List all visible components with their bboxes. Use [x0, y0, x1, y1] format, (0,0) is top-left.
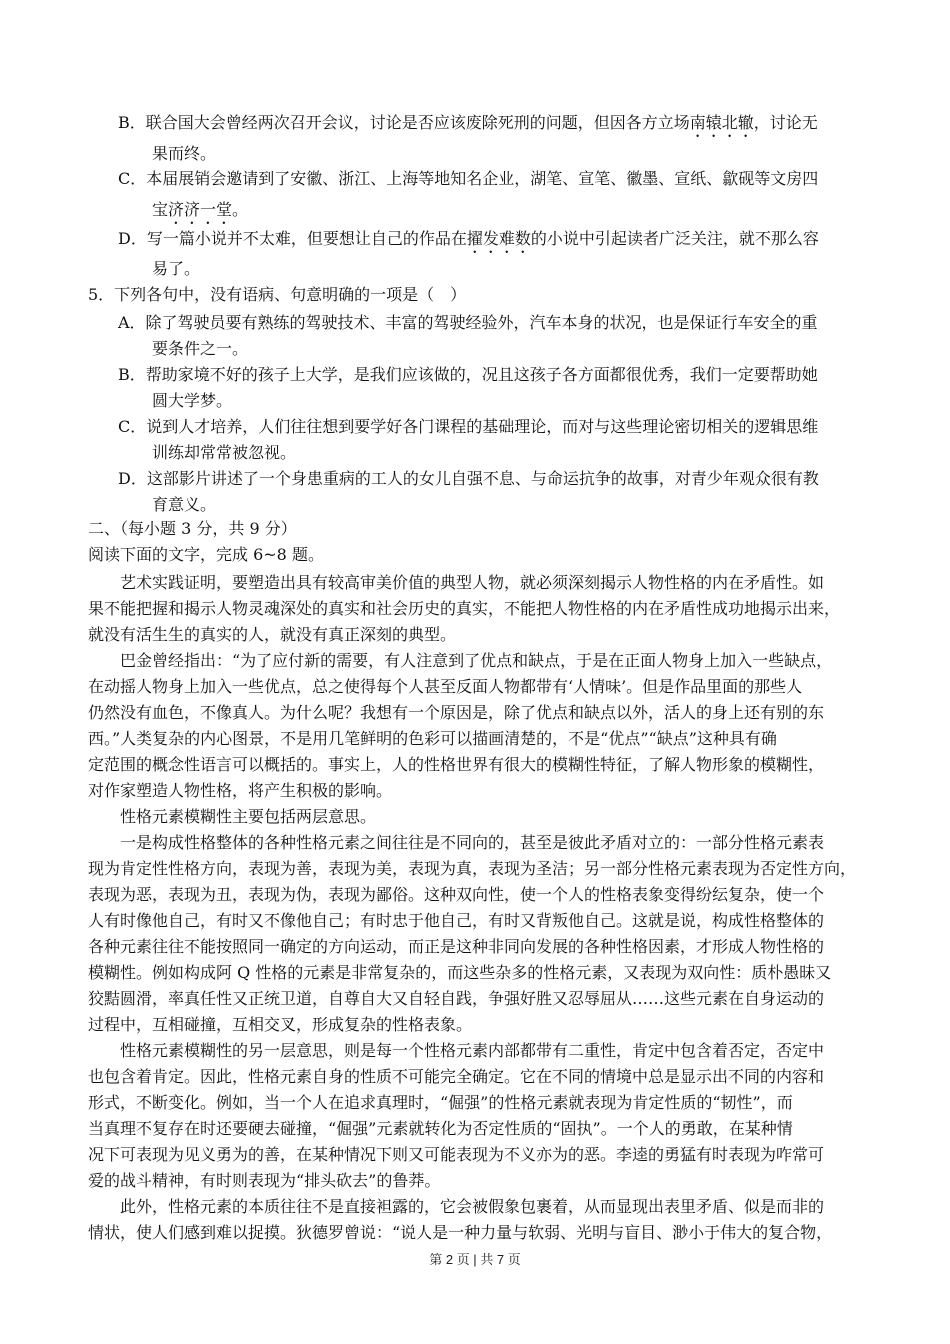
passage-line: 在动摇人物身上加入一些优点，总之使得每个人甚至反面人物都带有‘人情味’。但是作品里面的那些人	[88, 677, 803, 696]
passage-line: 定范围的概念性语言可以概括的。事实上，人的性格世界有很大的模糊性特征，了解人物形象的模糊性，	[88, 755, 825, 774]
passage-line: 仍然没有血色，不像真人。为什么呢？我想有一个原因是，除了优点和缺点以外，活人的身上还有别的东	[88, 703, 825, 722]
passage-line: 果不能把握和揭示人物灵魂深处的真实和社会历史的真实，不能把人物性格的内在矛盾性成功地揭示出来，	[88, 599, 841, 618]
page-footer: 第 2 页 | 共 7 页	[429, 1252, 521, 1267]
passage-line: 此外，性格元素的本质往往不是直接袒露的，它会被假象包裹着，从而显现出表里矛盾、似是而非的	[120, 1197, 825, 1216]
q4-option-c-idiom: 济济一堂	[168, 200, 233, 219]
passage-line: 人有时像他自己，有时又不像他自己；有时忠于他自己，有时又背叛他自己。这就是说，构成性格整体的	[88, 911, 825, 930]
passage-line: 就没有活生生的真实的人，就没有真正深刻的典型。	[88, 625, 457, 644]
q5-option-a-line2: 要条件之一。	[152, 339, 249, 358]
q4-option-b-text-2: ，讨论无	[753, 113, 818, 132]
passage-line: 性格元素模糊性主要包括两层意思。	[120, 807, 377, 826]
passage-line: 西。”人类复杂的内心图景，不是用几笔鲜明的色彩可以描画清楚的，不是“优点”“缺点”这种具有确	[88, 729, 777, 748]
passage-line: 模糊性。例如构成阿 Q 性格的元素是非常复杂的，而这些杂多的性格元素，又表现为双向性：质朴愚昧又	[88, 963, 832, 982]
passage-line: 对作家塑造人物性格，将产生积极的影响。	[88, 781, 393, 800]
q4-option-c-text-1: 宝	[152, 200, 169, 219]
q4-option-b-idiom: 南辕北辙	[689, 113, 754, 132]
passage-line: 巴金曾经指出：“为了应付新的需要，有人注意到了优点和缺点，于是在正面人物身上加入一些缺点，	[120, 651, 833, 670]
q4-option-b	[118, 112, 818, 141]
passage-line: 一是构成性格整体的各种性格元素之间往往是不同向的，甚至是彼此矛盾对立的：一部分性格元素表	[120, 833, 825, 852]
passage-line: 过程中，互相碰撞，互相交叉，形成复杂的性格表象。	[88, 1015, 473, 1034]
q4-option-b-text-1: B．联合国大会曾经两次召开会议，讨论是否应该废除死刑的问题，但因各方立场	[118, 113, 690, 132]
passage-line: 现为肯定性性格方向，表现为善，表现为美，表现为真，表现为圣洁；另一部分性格元素表现为否定性方向，	[88, 859, 857, 878]
q5-option-c-line2: 训练却常常被忽视。	[152, 443, 297, 462]
q4-option-d-text-1: D．写一篇小说并不太难，但要想让自己的作品在	[118, 229, 467, 248]
q4-option-d-idiom: 擢发难数	[466, 229, 531, 248]
passage-line: 况下可表现为见义勇为的善，在某种情况下则又可能表现为不义亦为的恶。李逵的勇猛有时表现为咋常可	[88, 1145, 825, 1164]
q4-option-d-text-2: 的小说中引起读者广泛关注，就不那么容	[530, 229, 819, 248]
q4-option-c-text-2: 。	[232, 200, 249, 219]
passage-line: 表现为恶，表现为丑，表现为伪，表现为鄙俗。这种双向性，使一个人的性格表象变得纷纭复杂，使一个	[88, 885, 825, 904]
q5-option-a-line1: A．除了驾驶员要有熟练的驾驶技术、丰富的驾驶经验外，汽车本身的状况，也是保证行车安全的重	[118, 313, 818, 332]
q5-option-c-line1: C．说到人才培养，人们往往想到要学好各门课程的基础理论，而对与这些理论密切相关的逻辑思维	[118, 417, 819, 436]
q4-option-b-continued: 果而终。	[152, 144, 217, 163]
q4-option-d-continued: 易了。	[152, 259, 201, 278]
q4-option-c-continued	[152, 199, 248, 228]
section-instruction: 阅读下面的文字，完成 6~8 题。	[88, 545, 324, 564]
passage-line: 艺术实践证明，要塑造出具有较高审美价值的典型人物，就必须深刻揭示人物性格的内在矛盾性。如	[120, 573, 825, 592]
q5-option-d-line1: D．这部影片讲述了一个身患重病的工人的女儿自强不息、与命运抗争的故事，对青少年观众很有教	[118, 469, 819, 488]
q4-option-c: C．本届展销会邀请到了安徽、浙江、上海等地知名企业，湖笔、宣笔、徽墨、宣纸、歙砚等文房四	[118, 169, 819, 188]
passage-line: 性格元素模糊性的另一层意思，则是每一个性格元素内部都带有二重性，肯定中包含着否定，否定中	[120, 1041, 825, 1060]
section-heading: 二、（每小题 3 分，共 9 分）	[88, 519, 297, 538]
passage-line: 当真理不复存在时还要硬去碰撞，“倔强”元素就转化为否定性质的“固执”。一个人的勇敢，在某种情	[88, 1119, 793, 1138]
q5-option-d-line2: 育意义。	[152, 495, 217, 514]
passage-line: 爱的战斗精神，有时则表现为“排头砍去”的鲁莽。	[88, 1171, 441, 1190]
passage-line: 狡黠圆滑，率真任性又正统卫道，自尊自大又自轻自践，争强好胜又忍辱屈从……这些元素在自身运动的	[88, 989, 825, 1008]
q5-stem: 5．下列各句中，没有语病、句意明确的一项是（ ）	[88, 285, 467, 304]
q4-option-d	[118, 228, 819, 257]
q5-option-b-line2: 圆大学梦。	[152, 391, 233, 410]
passage-line: 各种元素往往不能按照同一确定的方向运动，而正是这种非同向发展的各种性格因素，才形成人物性格的	[88, 937, 825, 956]
passage-line: 形式，不断变化。例如，当一个人在追求真理时，“倔强”的性格元素就表现为肯定性质的“韧性”，而	[88, 1093, 793, 1112]
passage-line: 也包含着肯定。因此，性格元素自身的性质不可能完全确定。它在不同的情境中总是显示出不同的内容和	[88, 1067, 825, 1086]
q5-option-b-line1: B．帮助家境不好的孩子上大学，是我们应该做的，况且这孩子各方面都很优秀，我们一定要帮助她	[118, 365, 818, 384]
passage-line: 情状，使人们感到难以捉摸。狄德罗曾说：“说人是一种力量与软弱、光明与盲目、渺小于伟大的复合物，	[88, 1223, 833, 1242]
